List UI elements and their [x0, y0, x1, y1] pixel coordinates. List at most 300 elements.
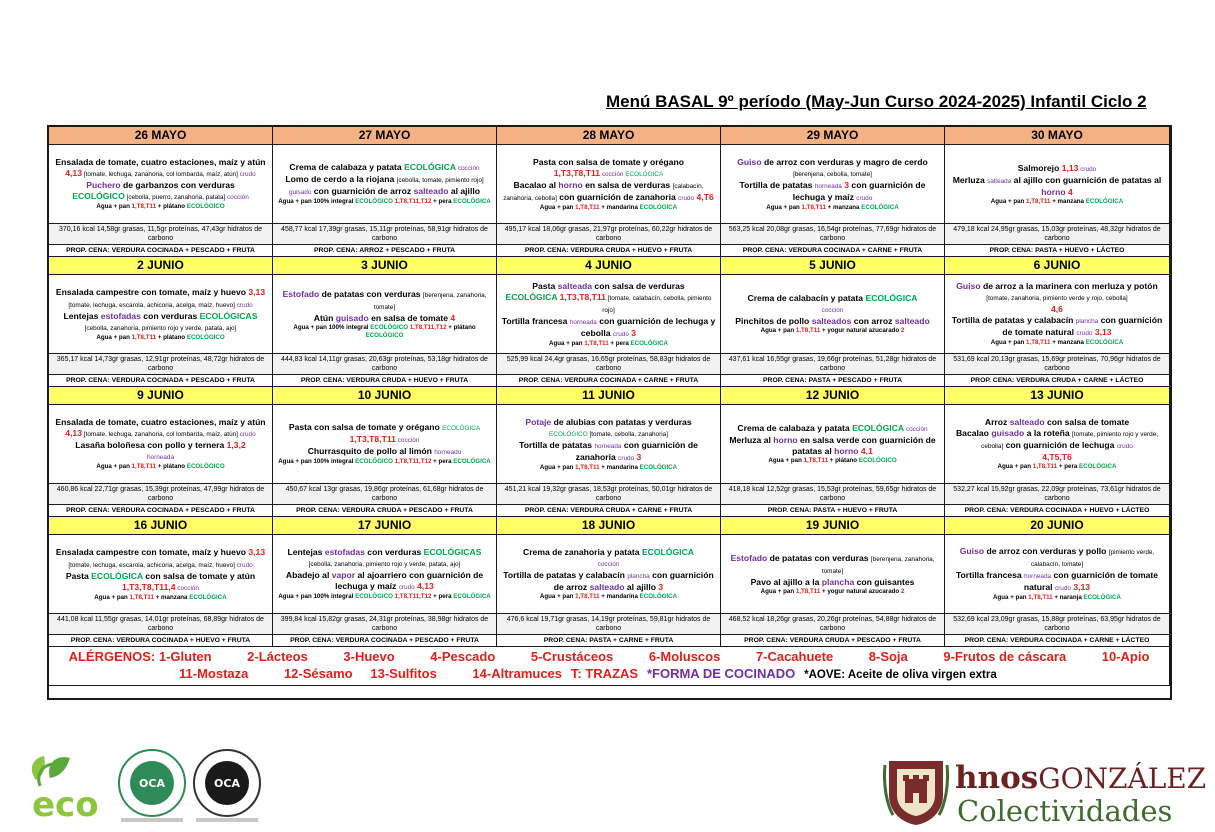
dish-line: [275, 570, 494, 593]
day-menu-dishes: [273, 405, 497, 484]
nutrition-info: 365,17 kcal 14,73gr grasas, 12,91gr proteínas, 48,72gr hidratos de carbono: [49, 354, 273, 375]
dish-text: salteados: [811, 316, 852, 326]
dish-text: plancha: [821, 576, 855, 587]
allergen-11: 11-Mostaza: [179, 666, 249, 681]
dish-text: ECOLÓGICA: [1085, 197, 1124, 205]
dish-text: guisado: [991, 428, 1025, 438]
dish-text: + manzana: [825, 203, 862, 211]
dish-text: crudo: [237, 431, 256, 438]
dish-text: Merluza: [952, 174, 988, 185]
dinner-proposal: PROP. CENA: VERDURA CRUDA + HUEVO + FRUTA: [497, 245, 721, 257]
dish-text: ECOLÓGICA: [639, 463, 678, 471]
dish-line: [723, 293, 942, 304]
dish-text: horno: [773, 435, 798, 445]
day-menu-dishes: [945, 275, 1170, 354]
dish-extras-line: [947, 463, 1167, 471]
dish-text: [pimiento verde, calabacín, tomate]: [1030, 549, 1155, 568]
dish-text: ECOLÓGICA: [1085, 339, 1124, 346]
dish-text: Pasta con salsa de tomate y orégano: [533, 156, 684, 167]
allergen-13: 13-Sulfitos: [370, 666, 437, 681]
oca-certification-badge-1: [115, 747, 190, 825]
dish-text: 1,T8,T11: [575, 463, 600, 471]
dish-text: + manzana: [153, 593, 190, 601]
dish-text: Crema de calabaza y patata: [289, 162, 405, 172]
dish-text: + plátano: [156, 203, 187, 210]
eco-logo: [26, 752, 114, 822]
dish-extras-line: [499, 340, 718, 348]
dish-text: crudo: [612, 330, 629, 338]
dish-line: [275, 313, 494, 324]
nutrition-info: 370,16 kcal 14,58gr grasas, 11,5gr proteínas, 47,43gr hidratos de carbono: [49, 224, 273, 245]
dish-text: horneado: [434, 449, 462, 456]
allergen-14: 14-Altramuces: [472, 666, 563, 681]
dish-text: [tomate, cebolla, zanahoria]: [587, 430, 668, 438]
nutrition-info: 450,67 kcal 13gr grasas, 19,86gr proteínas, 61,68gr hidratos de carbono: [273, 484, 497, 505]
dish-text: con verduras: [364, 547, 424, 557]
page-title: Menú BASAL 9º período (May-Jun Curso 2024-2025) Infantil Ciclo 2: [606, 92, 1147, 111]
allergen-legend-line-1: [51, 648, 1167, 665]
dish-text: + plátano: [828, 457, 859, 464]
dish-text: Agua + pan 100% integral: [293, 323, 371, 331]
dish-line: [51, 547, 270, 571]
dish-text: Tortilla de patatas: [739, 179, 815, 190]
dish-text: ECOLÓGICO: [186, 463, 225, 470]
dish-text: 3: [634, 451, 642, 462]
dish-text: Ensalada de tomate, cuatro estaciones, maíz y atún: [55, 417, 266, 427]
dish-text: + plátano: [446, 323, 476, 331]
dish-line: [723, 435, 942, 457]
allergen-9: 9-Frutos de cáscara: [943, 649, 1067, 664]
dish-extras-line: [51, 203, 270, 211]
dish-text: crudo: [1054, 585, 1071, 592]
nutrition-info: 441,08 kcal 11,55gr grasas, 14,01gr proteínas, 68,89gr hidratos de carbono: [49, 614, 273, 635]
dish-text: 1,T8,T11: [803, 457, 829, 464]
day-menu-dishes: [273, 145, 497, 224]
dish-text: Arroz: [984, 417, 1010, 427]
dish-text: [cebolla, puerro, zanahoria, patata]: [124, 194, 226, 201]
dish-text: horno: [834, 446, 859, 456]
dish-line: [499, 316, 718, 340]
dish-line: [723, 316, 942, 327]
menu-table: [48, 126, 1170, 686]
day-menu-dishes: [721, 405, 945, 484]
dinner-proposal: PROP. CENA: VERDURA CRUDA + PESCADO + FRUTA: [721, 635, 945, 647]
dish-extras-line: [275, 458, 494, 466]
dish-extras-line: [723, 327, 942, 335]
dish-text: Ensalada campestre con tomate, maíz y huevo: [55, 286, 249, 297]
dish-line: [947, 315, 1167, 339]
dish-line: [723, 577, 942, 588]
dish-text: + mandarina: [599, 463, 640, 471]
dish-text: ECOLÓGICAS: [199, 310, 258, 321]
dish-text: crudo: [1078, 165, 1097, 173]
dish-text: salteado: [589, 582, 625, 592]
dish-text: con arroz: [851, 316, 895, 326]
dish-text: horneada: [146, 454, 174, 461]
dish-text: Agua + pan 100% integral: [278, 198, 356, 205]
dish-line: [51, 180, 270, 191]
dish-text: Atún: [313, 312, 336, 323]
nutrition-info: 460,86 kcal 22,71gr grasas, 15,39gr proteínas, 47,99gr hidratos de carbono: [49, 484, 273, 505]
dish-text: Tortilla de patatas y calabacín: [503, 570, 628, 580]
dish-text: guisado: [335, 312, 369, 323]
dish-text: 1,T3,T8,T11: [349, 434, 396, 444]
dish-line: [499, 281, 718, 292]
dish-text: estofadas: [324, 547, 365, 557]
dish-text: de alubias con patatas y verduras: [551, 416, 692, 427]
dish-text: Agua + pan: [993, 594, 1029, 601]
allergen-3: 3-Huevo: [343, 649, 395, 664]
dish-line: [275, 547, 494, 558]
dish-text: 1,T8,T11,T12: [392, 198, 432, 205]
dish-text: crudo: [618, 454, 635, 462]
dish-line: [499, 417, 718, 428]
dish-text: al ajillo: [448, 186, 480, 196]
dish-extras-line: [947, 198, 1167, 206]
day-menu-dishes: [49, 275, 273, 354]
dinner-proposal: PROP. CENA: VERDURA CRUDA + PESCADO + FRUTA: [273, 505, 497, 517]
dish-text: Agua + pan: [539, 203, 576, 211]
dish-line: [723, 168, 942, 180]
day-date-header: 27 MAYO: [273, 127, 497, 145]
oca-certification-badge-2: [190, 747, 265, 825]
dish-text: Tortilla francesa: [501, 315, 570, 326]
dinner-proposal: PROP. CENA: VERDURA CRUDA + CARNE + LÁCTEO: [945, 375, 1170, 387]
allergen-legend: [49, 647, 1170, 686]
dish-text: Pasta: [65, 570, 92, 581]
dish-text: Estofado: [730, 552, 768, 563]
dish-text: cocción: [456, 165, 480, 172]
dish-text: Agua + pan: [768, 457, 804, 464]
dish-line: [723, 553, 942, 577]
dish-line: [499, 180, 718, 204]
dish-text: ECOLÓGICAS: [423, 547, 482, 557]
day-menu-dishes: [721, 275, 945, 354]
nutrition-info: 532,27 kcal 15,92gr grasas, 22,09gr proteínas, 73,61gr hidratos de carbono: [945, 484, 1170, 505]
dish-text: ECOLÓGICA: [505, 291, 558, 302]
dish-text: con guarnición de lechuga: [1003, 440, 1117, 450]
dish-text: salteado: [1009, 417, 1045, 427]
dish-text: salteado: [894, 316, 930, 326]
dish-line: [499, 168, 718, 180]
dish-line: [947, 163, 1167, 175]
dish-text: guisado: [289, 189, 312, 196]
day-date-header: 18 JUNIO: [497, 517, 721, 535]
dish-text: cocción: [904, 426, 928, 433]
nutrition-info: 437,61 kcal 16,55gr grasas, 19,66gr proteínas, 51,28gr hidratos de carbono: [721, 354, 945, 375]
dish-line: [51, 417, 270, 440]
dish-text: vapor: [331, 570, 356, 580]
dish-text: Bacalao: [955, 428, 992, 438]
dish-text: ECOLÓGICA: [861, 203, 899, 211]
dish-text: Agua + pan 100% integral: [278, 458, 356, 465]
dish-line: [499, 292, 718, 316]
dish-text: salteada: [987, 177, 1012, 185]
dish-text: 1,T8,T11: [1026, 197, 1051, 205]
dish-text: horno: [558, 179, 583, 190]
dish-text: ECOLÓGICO: [548, 430, 588, 438]
dish-line: [947, 304, 1167, 315]
dish-text: 3,13: [248, 546, 266, 557]
dish-text: + mandarina: [599, 593, 640, 600]
day-date-header: 19 JUNIO: [721, 517, 945, 535]
dish-text: con guarnición de zanahoria: [556, 191, 679, 202]
day-menu-dishes: [49, 145, 273, 224]
dish-text: crudo: [234, 301, 253, 309]
dish-line: [51, 157, 270, 180]
dish-extras-line: [499, 464, 718, 472]
dish-extras-line: [947, 339, 1167, 347]
dish-text: Crema de calabaza y patata: [737, 423, 853, 433]
dish-text: ECOLÓGICO: [365, 331, 404, 339]
dish-text: 4,13: [65, 168, 82, 178]
day-menu-dishes: [49, 535, 273, 614]
dish-line: [499, 558, 718, 570]
dish-text: Agua + pan: [760, 587, 796, 595]
dish-line: [275, 289, 494, 313]
day-menu-dishes: [721, 535, 945, 614]
dish-text: plancha: [627, 573, 650, 580]
allergen-legend-line-2: [179, 665, 1167, 684]
dish-text: [calabacín, zanahoria, cebolla]: [503, 182, 704, 202]
dish-text: [tomate, lechuga, zanahoria, col lombarda, maíz, atún]: [82, 171, 238, 178]
dish-line: [51, 451, 270, 463]
dish-text: ECOLÓGICA: [453, 198, 491, 205]
dish-line: [275, 162, 494, 174]
dish-extras-line: [275, 593, 494, 601]
dish-text: salteada: [557, 280, 593, 291]
nutrition-info: 399,84 kcal 15,82gr grasas, 24,31gr proteínas, 38,98gr hidratos de carbono: [273, 614, 497, 635]
nutrition-info: 444,83 kcal 14,11gr grasas, 20,63gr proteínas, 53,18gr hidratos de carbono: [273, 354, 497, 375]
dish-text: + pera: [1057, 463, 1080, 470]
dish-text: con verduras: [140, 310, 200, 321]
dish-text: Agua + pan: [96, 463, 132, 470]
dish-text: crudo: [398, 584, 415, 591]
dish-line: [275, 422, 494, 434]
dish-text: ECOLÓGICO: [72, 191, 125, 201]
day-menu-dishes: [497, 275, 721, 354]
dish-text: de patatas con verduras: [319, 288, 423, 299]
day-menu-dishes: [273, 275, 497, 354]
day-menu-dishes: [721, 145, 945, 224]
dish-text: ECOLÓGICA: [442, 425, 481, 432]
dish-text: en salsa verde con guarnición de patatas al: [792, 435, 936, 456]
dish-text: de arroz con verduras y magro de cerdo: [761, 156, 928, 167]
dinner-proposal: PROP. CENA: VERDURA COCINADA + PESCADO + FRUTA: [273, 635, 497, 647]
day-menu-dishes: [497, 145, 721, 224]
dish-extras-line: [51, 594, 270, 602]
day-date-header: 12 JUNIO: [721, 387, 945, 405]
dish-line: [51, 582, 270, 594]
dish-text: [tomate, pimiento rojo y verde, cebolla]: [981, 431, 1159, 450]
dish-text: 1,T8,T11: [801, 203, 826, 211]
dinner-proposal: PROP. CENA: VERDURA COCINADA + HUEVO + LÁCTEO: [945, 505, 1170, 517]
day-date-header: 4 JUNIO: [497, 257, 721, 275]
dish-line: [947, 452, 1167, 463]
nutrition-info: 476,6 kcal 19,71gr grasas, 14,19gr proteínas, 59,81gr hidratos de carbono: [497, 614, 721, 635]
dish-line: [947, 428, 1167, 452]
dish-text: al ajillo: [624, 582, 659, 592]
dish-text: ECOLÓGICO: [355, 458, 393, 465]
day-menu-dishes: [273, 535, 497, 614]
dish-text: + pera: [431, 198, 454, 205]
dish-text: Agua + pan: [549, 339, 585, 347]
allergen-2: 2-Lácteos: [247, 649, 308, 664]
dish-text: Pasta: [532, 280, 558, 291]
eco-logo-text: eco: [32, 785, 99, 822]
day-date-header: 30 MAYO: [945, 127, 1170, 145]
dish-text: [cebolla, tomate, pimiento rojo]: [396, 177, 484, 184]
dinner-proposal: PROP. CENA: PASTA + HUEVO + FRUTA: [721, 505, 945, 517]
dish-text: a la roteña: [1024, 428, 1073, 438]
dish-text: con guarnición de lechuga y cebolla: [580, 315, 716, 338]
dish-extras-line: [723, 588, 942, 596]
dish-text: 4,T5,T6: [1042, 452, 1072, 462]
dish-text: crudo: [234, 561, 253, 569]
dish-text: crudo: [1116, 443, 1133, 450]
dish-text: [tomate, lechuga, escarola, achicoria, acelga, maíz, huevo]: [68, 301, 235, 309]
dish-text: 4: [450, 312, 456, 323]
dish-text: con guarnición de zanahoria: [575, 439, 698, 462]
dish-text: ECOLÓGICA: [1079, 463, 1117, 470]
dish-text: con guarnición de arroz: [311, 186, 414, 196]
dish-text: 1,T3,T8,T11: [557, 291, 606, 302]
dish-text: Abadejo al: [285, 570, 332, 580]
nutrition-info: 531,69 kcal 20,13gr grasas, 15,69gr proteínas, 70,96gr hidratos de carbono: [945, 354, 1170, 375]
dish-text: ECOLÓGICO: [355, 198, 393, 205]
dish-extras-line: [723, 457, 942, 465]
dish-text: Ensalada campestre con tomate, maíz y huevo: [55, 546, 249, 557]
dish-text: Lentejas: [63, 310, 101, 321]
aove-note: *AOVE: Aceite de oliva virgen extra: [804, 669, 997, 681]
dish-text: 3,13: [1070, 582, 1091, 592]
dish-text: ECOLÓGICA: [91, 570, 143, 581]
dinner-proposal: PROP. CENA: PASTA + CARNE + FRUTA: [497, 635, 721, 647]
dish-text: Puchero: [86, 180, 121, 190]
dish-text: en salsa de verduras: [582, 179, 673, 190]
allergen-6: 6-Moluscos: [648, 649, 721, 664]
dish-text: Agua + pan: [539, 463, 576, 471]
dish-text: 1,T8,T11: [575, 593, 600, 600]
dish-line: [51, 571, 270, 582]
dish-text: con salsa de verduras: [592, 280, 685, 291]
dish-text: crudo: [856, 194, 873, 202]
oca-badge-1-text: OCA: [139, 777, 165, 790]
dish-text: ECOLÓGICA: [641, 547, 694, 557]
dish-text: + pera: [431, 458, 454, 465]
dish-text: Agua + pan: [997, 463, 1033, 470]
dish-text: + plátano: [156, 333, 187, 341]
day-date-header: 13 JUNIO: [945, 387, 1170, 405]
dinner-proposal: PROP. CENA: PASTA + HUEVO + LÁCTEO: [945, 245, 1170, 257]
dinner-proposal: PROP. CENA: VERDURA COCINADA + HUEVO + FRUTA: [49, 635, 273, 647]
dish-text: Estofado: [282, 288, 320, 299]
dish-text: cocción: [821, 307, 844, 314]
dish-text: 1,T8,T11,T12: [408, 323, 447, 331]
dish-extras-line: [947, 594, 1167, 602]
dinner-proposal: PROP. CENA: VERDURA COCINADA + PESCADO + FRUTA: [49, 505, 273, 517]
dish-text: ECOLÓGICO: [858, 457, 897, 464]
dish-extras-line: [275, 324, 494, 340]
dish-line: [51, 311, 270, 322]
dish-line: [723, 157, 942, 168]
dish-text: ECOLÓGICA: [865, 293, 918, 303]
dinner-proposal: PROP. CENA: VERDURA COCINADA + CARNE + LÁCTEO: [945, 635, 1170, 647]
dish-text: + pera: [431, 593, 454, 600]
nutrition-info: 525,99 kcal 24,4gr grasas, 16,65gr proteínas, 58,83gr hidratos de carbono: [497, 354, 721, 375]
dish-text: [tomate, calabacín, cebolla, pimiento rojo]: [602, 294, 712, 314]
dinner-proposal: PROP. CENA: VERDURA CRUDA + HUEVO + FRUTA: [273, 375, 497, 387]
day-date-header: 16 JUNIO: [49, 517, 273, 535]
dish-text: con guarnición de tomate natural: [1002, 315, 1163, 337]
dish-text: crudo: [237, 171, 256, 178]
nutrition-info: 468,52 kcal 18,26gr grasas, 20,26gr proteínas, 54,88gr hidratos de carbono: [721, 614, 945, 635]
dish-text: de arroz con verduras y pollo: [984, 546, 1109, 556]
day-date-header: 28 MAYO: [497, 127, 721, 145]
dish-text: Churrasquito de pollo al limón: [307, 446, 435, 456]
dish-text: Agua + pan: [760, 327, 796, 334]
dinner-proposal: PROP. CENA: ARROZ + PESCADO + FRUTA: [273, 245, 497, 257]
dish-text: horneada: [569, 318, 597, 326]
dish-line: [499, 570, 718, 593]
wordmark-colectividades: Colectividades: [957, 794, 1173, 828]
day-date-header: 3 JUNIO: [273, 257, 497, 275]
dish-line: [499, 428, 718, 440]
dish-text: + pera: [608, 339, 631, 347]
trazas-note: T: TRAZAS: [570, 666, 639, 681]
dish-text: Lasaña boloñesa con pollo y ternera: [75, 440, 227, 450]
dish-text: + manzana: [1050, 197, 1086, 205]
nutrition-info: 451,21 kcal 19,32gr grasas, 18,53gr proteínas, 50,01gr hidratos de carbono: [497, 484, 721, 505]
dish-text: Tortilla francesa: [955, 570, 1025, 580]
dish-text: plancha: [1075, 318, 1099, 325]
day-date-header: 11 JUNIO: [497, 387, 721, 405]
dish-text: 4,6: [1051, 304, 1063, 314]
day-menu-dishes: [945, 145, 1170, 224]
dinner-proposal: PROP. CENA: VERDURA COCINADA + PESCADO + FRUTA: [49, 245, 273, 257]
dish-line: [723, 423, 942, 435]
day-date-header: 26 MAYO: [49, 127, 273, 145]
wordmark-hnos: hnos: [955, 760, 1039, 796]
dish-text: ECOLÓGICA: [625, 170, 664, 178]
dish-text: horneada: [814, 182, 842, 190]
dish-text: al ajillo con guarnición de patatas al: [1011, 174, 1162, 185]
dish-text: 4: [1065, 186, 1073, 197]
nutrition-info: 532,69 kcal 23,09gr grasas, 15,88gr proteínas, 63,95gr hidratos de carbono: [945, 614, 1170, 635]
dish-text: [berenjena, zanahoria, tomate]: [373, 291, 487, 311]
dish-text: Crema de zanahoria y patata: [523, 547, 642, 557]
dish-line: [275, 434, 494, 446]
dish-text: ECOLÓGICO: [370, 323, 409, 331]
dish-text: ECOLÓGICA: [453, 593, 491, 600]
dish-text: Agua + pan: [96, 333, 132, 341]
dish-text: 4,13: [65, 428, 82, 438]
dish-text: 1,T8,T11,T12: [392, 458, 432, 465]
dish-text: cocción: [597, 561, 620, 568]
day-date-header: 2 JUNIO: [49, 257, 273, 275]
dish-text: 1,T8,T11: [131, 333, 157, 341]
dish-text: [cebolla, zanahoria, pimiento rojo y verde, patata, ajo]: [84, 324, 237, 332]
dish-text: ECOLÓGICA: [189, 593, 227, 601]
oca-badge-2-text: OCA: [214, 777, 240, 790]
dish-text: cocción: [225, 194, 249, 201]
dish-text: ECOLÓGICA: [1083, 594, 1121, 601]
wordmark-gonzalez: GONZÁLEZ: [1038, 762, 1207, 795]
dish-extras-line: [51, 463, 270, 471]
dish-text: 1,T8,T11: [1032, 463, 1058, 470]
dish-text: 1,3,2: [226, 440, 246, 450]
day-date-header: 17 JUNIO: [273, 517, 497, 535]
